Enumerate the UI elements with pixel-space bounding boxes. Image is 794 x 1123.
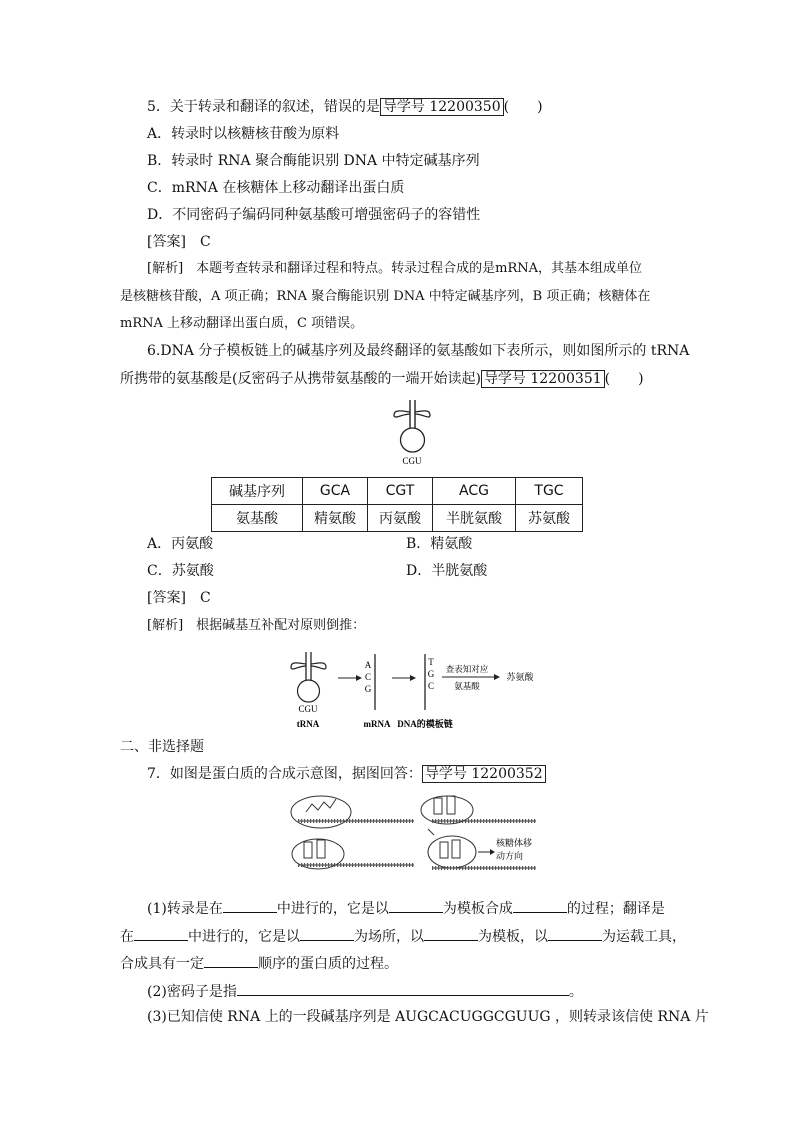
q7-part2-line [147, 981, 583, 1001]
q6-ref-box: 导学号 12200351 [481, 370, 605, 388]
derivation-diagram [280, 648, 550, 730]
q5-option-a: A．转录时以核糖核苷酸为原料 [147, 126, 340, 142]
q7-text: 顺序的蛋白质的过程。 [258, 956, 398, 972]
answer-blank[interactable] [134, 926, 188, 941]
q7-stem-line [147, 765, 546, 783]
q6-analysis-line [147, 617, 365, 635]
fig-label-ribosome-move: 核糖体移 [496, 838, 533, 848]
diagram-mrna-base: A [364, 660, 372, 670]
table-header-sequence: 碱基序列 [212, 478, 303, 505]
q6-option-b: B．精氨酸 [406, 536, 473, 552]
q6-option-a: A．丙氨酸 [147, 536, 214, 552]
table-cell: ACG [433, 478, 516, 505]
q5-answer-label: [答案] [147, 234, 186, 250]
q5-analysis-line-1 [147, 260, 642, 278]
q7-text: (1)转录是在 [147, 901, 223, 917]
diagram-arrow-top-text: 查表知对应 [445, 664, 489, 674]
table-cell: CGT [368, 478, 433, 505]
section-title: 二、非选择题 [120, 739, 204, 755]
fig-label-direction: 动方向 [496, 851, 524, 861]
q6-stem-line-1: 6.DNA 分子模板链上的碱基序列及最终翻译的氨基酸如下表所示，则如图所示的 tRNA [147, 343, 690, 359]
q7-text: 为模板合成 [442, 901, 513, 917]
q5-stem: 5．关于转录和翻译的叙述，错误的是 [147, 99, 380, 115]
table-cell: 精氨酸 [303, 505, 368, 532]
q7-text: 中进行的，它是以 [188, 929, 300, 945]
answer-blank[interactable] [389, 898, 443, 913]
q7-text: 为运载工具， [602, 929, 686, 945]
q5-option-b: B．转录时 RNA 聚合酶能识别 DNA 中特定碱基序列 [147, 153, 480, 169]
q7-part1-line2 [120, 926, 686, 946]
q5-ref-box: 导学号 12200350 [380, 98, 504, 116]
amino-acid-table [211, 477, 583, 532]
q7-text: 为场所，以 [354, 929, 424, 945]
table-cell: 丙氨酸 [368, 505, 433, 532]
table-cell: GCA [303, 478, 368, 505]
q7-text: 的过程；翻译是 [566, 901, 665, 917]
q6-analysis-text: 根据碱基互补配对原则倒推： [196, 618, 366, 633]
answer-blank[interactable] [548, 926, 602, 941]
q6-stem-2: 所携带的氨基酸是(反密码子从携带氨基酸的一端开始读起) [120, 371, 481, 387]
diagram-dna-caption: DNA的模板链 [397, 719, 453, 729]
q5-answer: C [199, 234, 211, 250]
q7-stem: 7．如图是蛋白质的合成示意图，据图回答： [147, 766, 422, 782]
diagram-dna-base: G [427, 669, 435, 679]
q7-part1-line3 [120, 953, 398, 973]
q7-text: 在 [120, 929, 134, 945]
q5-analysis-line-3: mRNA 上移动翻译出蛋白质，C 项错误。 [120, 316, 364, 331]
answer-blank[interactable] [204, 953, 258, 968]
synthesis-panel-2 [421, 796, 536, 824]
q6-analysis-label: [解析] [147, 618, 184, 633]
q7-text: 为模板，以 [478, 929, 548, 945]
q6-answer: C [199, 590, 211, 606]
answer-blank[interactable] [513, 898, 567, 913]
diagram-mrna-base: G [364, 684, 372, 694]
q6-answer-label: [答案] [147, 590, 186, 606]
diagram-dna-base: T [428, 657, 434, 667]
table-cell: 苏氨酸 [516, 505, 583, 532]
q5-answer-line [147, 233, 211, 251]
diagram-dna-base: C [427, 681, 435, 691]
q5-paren: ( ) [503, 99, 543, 115]
q6-option-c: C．苏氨酸 [147, 563, 214, 579]
synthesis-panel-3 [292, 839, 414, 869]
q6-paren: ( ) [604, 371, 644, 387]
trna-figure [380, 398, 440, 468]
q7-part1-line1 [147, 898, 665, 918]
answer-blank[interactable] [237, 981, 569, 996]
table-row-amino-acids [212, 505, 583, 532]
diagram-mrna-caption: mRNA [363, 719, 391, 729]
q5-option-d: D．不同密码子编码同种氨基酸可增强密码子的容错性 [147, 207, 481, 223]
q5-analysis-text-1: 本题考查转录和翻译过程和特点。转录过程合成的是mRNA，其基本组成单位 [196, 261, 643, 276]
diagram-mrna-base: C [364, 672, 372, 682]
q6-option-d: D．半胱氨酸 [406, 563, 488, 579]
q7-text: 合成具有一定 [120, 956, 204, 972]
q5-analysis-line-2: 是核糖核苷酸，A 项正确；RNA 聚合酶能识别 DNA 中特定碱基序列，B 项正确；核糖体在 [120, 289, 651, 304]
q7-ref-box: 导学号 12200352 [422, 765, 546, 783]
answer-blank[interactable] [300, 926, 354, 941]
synthesis-panel-4 [428, 829, 536, 868]
diagram-trna-caption: tRNA [296, 719, 320, 729]
q5-analysis-label: [解析] [147, 261, 184, 276]
protein-synthesis-figure [284, 790, 546, 882]
table-cell: 半胱氨酸 [433, 505, 516, 532]
table-header-amino-acid: 氨基酸 [212, 505, 303, 532]
q7-text: (2)密码子是指 [147, 984, 237, 1000]
trna-anticodon-label: CGU [402, 456, 422, 466]
diagram-result: 苏氨酸 [506, 672, 534, 682]
q7-part3-line: (3)已知信使 RNA 上的一段碱基序列是 AUGCACUGGCGUUG ，则转录该信使 RNA 片 [147, 1009, 709, 1025]
q7-text: 中进行的，它是以 [276, 901, 389, 917]
q6-answer-line [147, 589, 211, 607]
q6-stem-line-2 [120, 370, 644, 388]
q5-stem-line [147, 98, 543, 116]
diagram-trna-anticodon: CGU [298, 704, 318, 714]
answer-blank[interactable] [424, 926, 478, 941]
diagram-arrow-bottom-text: 氨基酸 [454, 681, 480, 691]
answer-blank[interactable] [223, 898, 277, 913]
synthesis-panel-1 [291, 796, 414, 828]
table-cell: TGC [516, 478, 583, 505]
q7-text: 。 [568, 984, 583, 1000]
table-row-sequences [212, 478, 583, 505]
q5-option-c: C．mRNA 在核糖体上移动翻译出蛋白质 [147, 180, 405, 196]
